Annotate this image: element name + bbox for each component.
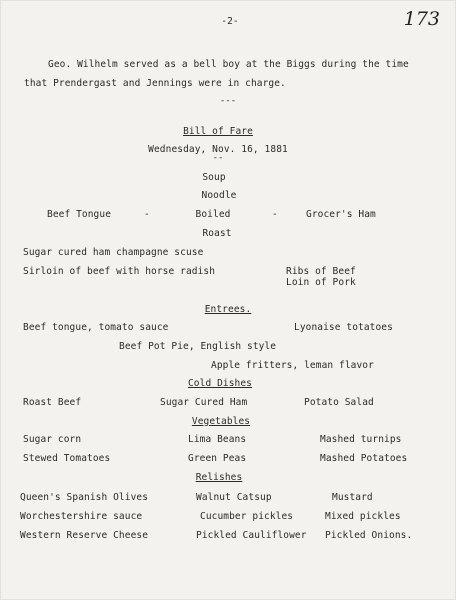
veg-row2-col3: Mashed Potatoes xyxy=(320,453,408,464)
handwritten-page-number: 173 xyxy=(403,8,440,30)
boiled-heading: Boiled xyxy=(195,209,231,220)
page-number: -2- xyxy=(221,16,239,27)
veg-row2-col1: Stewed Tomatoes xyxy=(23,453,111,464)
veg-row1-col3: Mashed turnips xyxy=(320,434,402,445)
entrees-heading: Entrees. xyxy=(204,304,252,315)
roast-item-loin: Loin of Pork xyxy=(286,277,356,288)
boiled-dash-right: - xyxy=(272,209,278,220)
relish-row3-col1: Western Reserve Cheese xyxy=(20,530,149,541)
roast-item-ribs: Ribs of Beef xyxy=(286,266,356,277)
cold-dishes-heading: Cold Dishes xyxy=(187,378,253,389)
boiled-left-item: Beef Tongue xyxy=(47,209,112,220)
roast-item-sirloin: Sirloin of beef with horse radish xyxy=(23,266,216,277)
section-separator: --- xyxy=(219,96,237,106)
intro-line-1: Geo. Wilhelm served as a bell boy at the Biggs during the time xyxy=(48,59,409,70)
relish-row1-col1: Queen's Spanish Olives xyxy=(20,492,149,503)
relish-row1-col3: Mustard xyxy=(332,492,373,503)
boiled-right-item: Grocer's Ham xyxy=(306,209,376,220)
soup-heading: Soup xyxy=(202,172,226,183)
cold-potato-salad: Potato Salad xyxy=(304,397,374,408)
entree-fritters: Apple fritters, leman flavor xyxy=(211,360,374,371)
relish-row3-col3: Pickled Onions. xyxy=(325,530,413,541)
vegetables-heading: Vegetables xyxy=(191,416,251,427)
bill-date: Wednesday, Nov. 16, 1881 xyxy=(148,144,288,155)
date-rule: -- xyxy=(212,153,224,163)
bill-of-fare-title: Bill of Fare xyxy=(183,126,253,137)
roast-heading: Roast xyxy=(202,228,232,239)
relish-row3-col2: Pickled Cauliflower xyxy=(196,530,307,541)
cold-roast-beef: Roast Beef xyxy=(23,397,82,408)
veg-row1-col1: Sugar corn xyxy=(23,434,82,445)
veg-row2-col2: Green Peas xyxy=(188,453,247,464)
roast-item-ham: Sugar cured ham champagne scuse xyxy=(23,247,204,258)
relishes-heading: Relishes xyxy=(195,472,243,483)
entree-lyonaise: Lyonaise totatoes xyxy=(294,322,393,333)
relish-row2-col1: Worchestershire sauce xyxy=(20,511,143,522)
soup-item: Noodle xyxy=(201,190,237,201)
relish-row1-col2: Walnut Catsup xyxy=(196,492,272,503)
intro-line-2: that Prendergast and Jennings were in charge. xyxy=(24,78,286,89)
boiled-dash-left: - xyxy=(144,209,150,220)
cold-ham: Sugar Cured Ham xyxy=(160,397,248,408)
relish-row2-col3: Mixed pickles xyxy=(325,511,401,522)
entree-beef-tongue: Beef tongue, tomato sauce xyxy=(23,322,169,333)
relish-row2-col2: Cucumber pickles xyxy=(200,511,294,522)
entree-pot-pie: Beef Pot Pie, English style xyxy=(119,341,277,352)
veg-row1-col2: Lima Beans xyxy=(188,434,247,445)
